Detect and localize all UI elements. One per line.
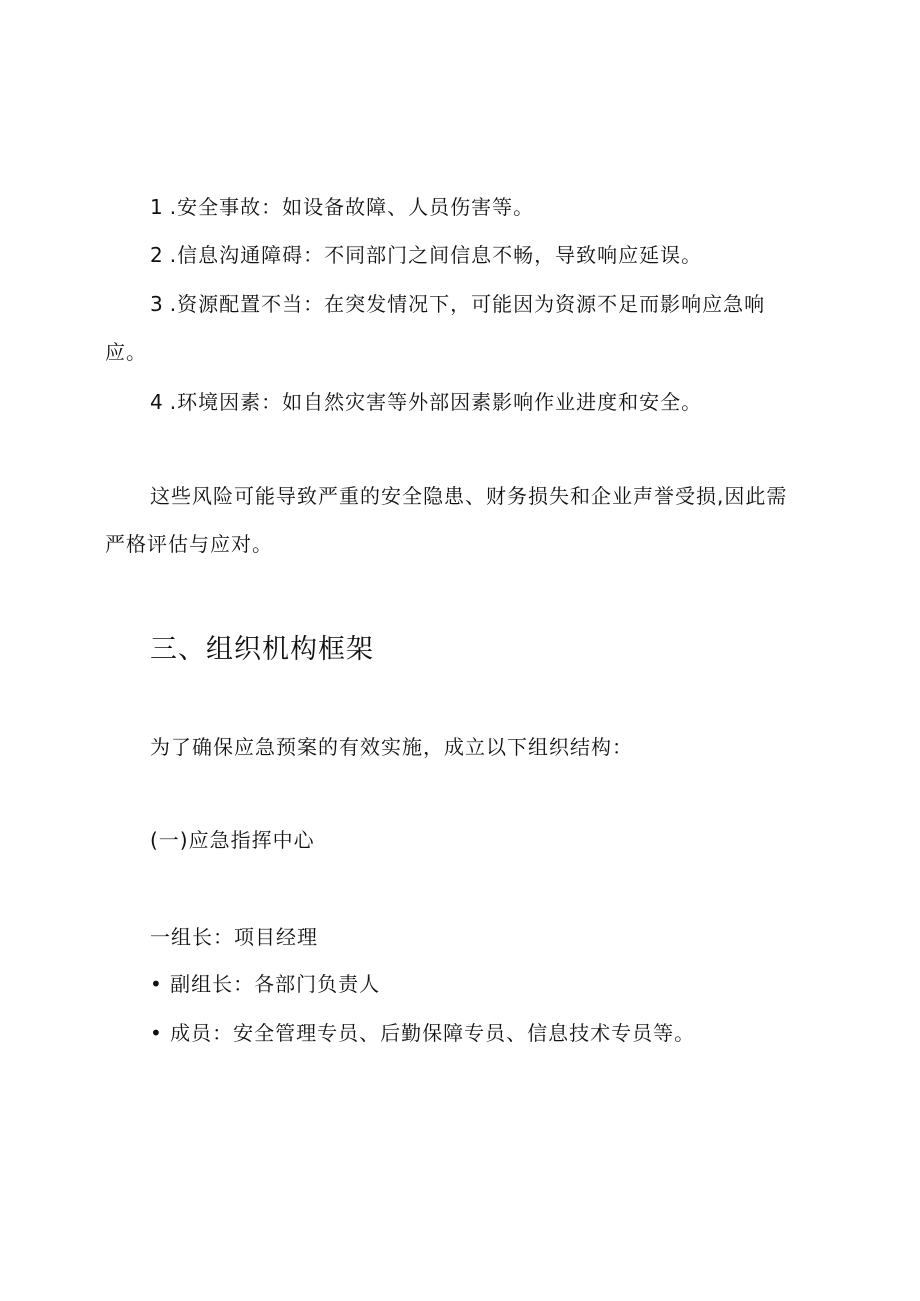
risk-item-text: .环境因素：如自然灾害等外部因素影响作业进度和安全。 <box>169 390 703 414</box>
member-group-leader: 一组长：项目经理 <box>150 925 318 949</box>
risk-item-2 <box>150 241 702 269</box>
summary-line-1: 这些风险可能导致严重的安全隐患、财务损失和企业声誉受损,因此需 <box>150 484 788 508</box>
risk-item-3-continuation: 应。 <box>105 340 147 364</box>
risk-item-number: 1 <box>150 195 164 219</box>
risk-item-text: .资源配置不当：在突发情况下，可能因为资源不足而影响应急响 <box>169 292 766 316</box>
risk-item-3 <box>150 290 765 318</box>
member-deputy-leader: • 副组长：各部门负责人 <box>150 972 381 996</box>
risk-item-number: 3 <box>150 292 164 316</box>
risk-item-number: 2 <box>150 243 164 267</box>
section-heading: 三、组织机构框架 <box>150 634 374 665</box>
subsection-title: (一)应急指挥中心 <box>150 828 315 852</box>
risk-item-4 <box>150 388 702 416</box>
risk-item-1 <box>150 193 534 221</box>
risk-item-number: 4 <box>150 390 164 414</box>
risk-item-text: .信息沟通障碍：不同部门之间信息不畅，导致响应延误。 <box>169 243 703 267</box>
intro-paragraph: 为了确保应急预案的有效实施，成立以下组织结构： <box>150 735 633 759</box>
risk-item-text: .安全事故：如设备故障、人员伤害等。 <box>169 195 535 219</box>
member-members: • 成员：安全管理专员、后勤保障专员、信息技术专员等。 <box>150 1021 696 1045</box>
summary-line-2: 严格评估与应对。 <box>105 532 273 556</box>
